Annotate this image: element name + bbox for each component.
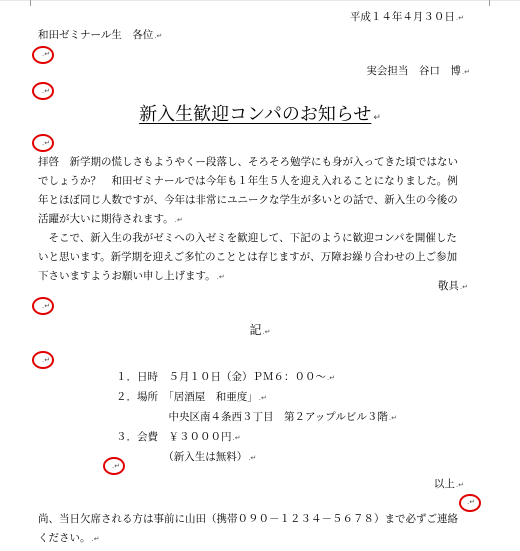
closing-text: 敬具 xyxy=(437,280,459,292)
addressee-text: 和田ゼミナール生 各位 xyxy=(38,29,154,41)
detail-line-datetime: １．日時 ５月１０日（金）ＰＭ６：００～.↵ xyxy=(116,371,336,383)
detail-line-place: ２．場所 「居酒屋 和亜度」.↵ xyxy=(116,391,267,403)
detail-line-fee-note: （新入生は無料）.↵ xyxy=(116,451,257,463)
paragraph-mark: .↵ xyxy=(459,283,468,291)
page-top-edge xyxy=(0,0,520,1)
crop-mark-left xyxy=(24,0,31,6)
empty-paragraph-mark: .↵ xyxy=(42,50,51,58)
paragraph-mark: .↵ xyxy=(455,14,464,22)
footer-paragraph[interactable] xyxy=(38,510,498,549)
empty-paragraph-mark: .↵ xyxy=(42,356,51,364)
ijou-line[interactable] xyxy=(434,477,464,492)
document-title[interactable] xyxy=(0,104,520,129)
greeting-line-last: 活躍が大いに期待されます。.↵ xyxy=(38,213,183,225)
ki-heading[interactable] xyxy=(0,322,520,340)
sender-text: 実会担当 谷口 博 xyxy=(366,65,461,77)
greeting-line: 年とほぼ同じ人数ですが、今年は非常にユニークな学生が多いとの話で、新入生の今後の xyxy=(38,194,458,206)
highlight-circle xyxy=(32,134,54,152)
detail-line-address: 中央区南４条西３丁目 第２アップルビル３階.↵ xyxy=(116,411,397,423)
highlight-circle xyxy=(103,457,125,475)
ijou-text: 以上 xyxy=(433,478,455,490)
date-line[interactable] xyxy=(350,10,464,25)
closing-line[interactable] xyxy=(438,279,468,294)
body-line: そこで、新入生の我がゼミへの入ゼミを歓迎して、下記のように歓迎コンパを開催した xyxy=(38,232,457,244)
highlight-circle xyxy=(32,46,54,64)
body-line-last: 下さいますようお願い申し上げます。.↵ xyxy=(38,270,225,282)
return-mark: ↵ xyxy=(373,113,381,123)
sender-line[interactable] xyxy=(366,64,470,79)
empty-paragraph-mark: .↵ xyxy=(42,87,51,95)
footer-line-last: ください。.↵ xyxy=(38,532,100,544)
greeting-line: でしょうか？ 和田ゼミナールでは今年も１年生５人を迎え入れることになりました。例 xyxy=(38,175,458,187)
paragraph-mark: .↵ xyxy=(154,32,163,40)
crop-mark-right xyxy=(489,0,496,6)
paragraph-mark: .↵ xyxy=(461,68,470,76)
highlight-circle xyxy=(32,82,54,100)
empty-paragraph-mark: .↵ xyxy=(112,462,121,470)
paragraph-mark: .↵ xyxy=(455,481,464,489)
highlight-circle xyxy=(32,351,54,369)
date-text: 平成１４年４月３０日 xyxy=(349,11,455,23)
empty-paragraph-mark: .↵ xyxy=(42,302,51,310)
title-text: 新入生歓迎コンパのお知らせ xyxy=(139,104,372,125)
ki-text: 記 xyxy=(249,323,262,337)
highlight-circle xyxy=(32,297,54,315)
body-paragraph[interactable] xyxy=(38,229,478,287)
greeting-paragraph[interactable] xyxy=(38,153,478,230)
details-list[interactable] xyxy=(116,368,456,468)
paragraph-mark: .↵ xyxy=(262,328,271,336)
body-line: いと思います。新学期を迎えご多忙のこととは存じますが、万障お繰り合わせの上ご参加 xyxy=(38,251,458,263)
detail-line-fee: ３．会費 ￥３０００円.↵ xyxy=(116,431,241,443)
greeting-line: 拝啓 新学期の慌しさもようやくー段落し、そろそろ勉学にも身が入ってきた頃ではない xyxy=(38,156,458,168)
addressee-line[interactable] xyxy=(38,28,162,43)
empty-paragraph-mark: .↵ xyxy=(467,498,476,506)
footer-line: 尚、当日欠席される方は事前に山田（携帯０９０－１２３４－５６７８）まで必ずご連絡 xyxy=(38,513,458,525)
highlight-circle xyxy=(459,494,481,512)
empty-paragraph-mark: .↵ xyxy=(42,139,51,147)
